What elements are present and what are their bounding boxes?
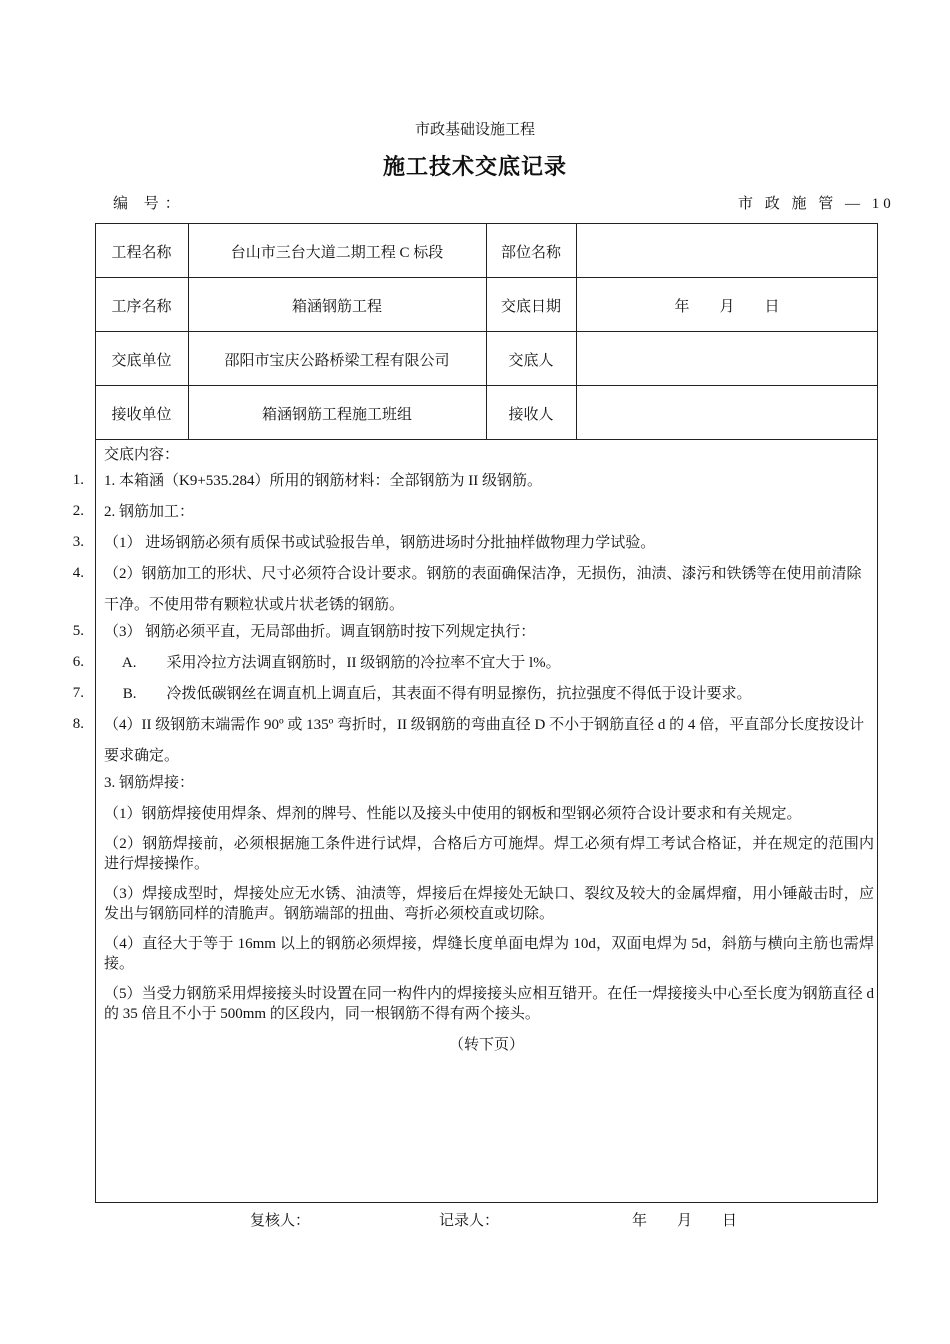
content-paragraph: （4）II 级钢筋末端需作 90º 或 135º 弯折时，II 级钢筋的弯曲直径 D 不小于钢筋直径 d 的 4 倍，平直部分长度按设计要求确定。	[104, 717, 865, 764]
discloser-label: 交底人	[508, 352, 554, 369]
section-name-label: 部位名称	[500, 244, 561, 261]
continue-note: （转下页）	[448, 1037, 524, 1053]
disclosure-date-value: 年 月 日	[674, 298, 780, 315]
project-name-label: 工程名称	[111, 244, 172, 261]
list-number: 5.	[72, 623, 84, 639]
reviewer-label: 复核人：	[250, 1213, 311, 1229]
list-number: 4.	[72, 565, 84, 581]
list-number: 8.	[72, 716, 84, 732]
footer-date: 年 月 日	[632, 1213, 738, 1229]
list-number: 2.	[72, 503, 84, 519]
content-paragraph: （5）当受力钢筋采用焊接接头时设置在同一构件内的焊接接头应相互错开。在任一焊接接头中心至长度为钢筋直径 d 的 35 倍且不小于 500mm 的区段内，同一根钢筋不得有两个接头。	[104, 986, 874, 1022]
content-paragraph: （3）焊接成型时，焊接处应无水锈、油渍等，焊接后在焊接处无缺口、裂纹及较大的金属焊瘤，用小锤敲击时，应发出与钢筋同样的清脆声。钢筋端部的扭曲、弯折必须校直或切除。	[104, 886, 874, 922]
content-line: （1）钢筋焊接使用焊条、焊剂的牌号、性能以及接头中使用的钢板和型钢必须符合设计要求和有关规定。	[104, 806, 802, 822]
process-name-label: 工序名称	[111, 298, 172, 315]
disclosing-unit-value: 邵阳市宝庆公路桥梁工程有限公司	[224, 352, 450, 369]
content-paragraph: （2）钢筋焊接前，必须根据施工条件进行试焊，合格后方可施焊。焊工必须有焊工考试合格证，并在规定的范围内进行焊接操作。	[104, 836, 874, 872]
list-number: 6.	[72, 654, 84, 670]
receiving-unit-value: 箱涵钢筋工程施工班组	[261, 406, 412, 423]
disclosing-unit-label: 交底单位	[111, 352, 172, 369]
project-name-value: 台山市三台大道二期工程 C 标段	[230, 244, 444, 261]
content-paragraph: （4）直径大于等于 16mm 以上的钢筋必须焊接，焊缝长度单面电焊为 10d，双面电焊为 5d，斜筋与横向主筋也需焊接。	[104, 936, 874, 972]
receiver-value	[576, 386, 878, 440]
process-name-value: 箱涵钢筋工程	[291, 298, 382, 315]
form-code: 市 政 施 管 — 10	[738, 196, 895, 212]
content-line: A. 采用冷拉方法调直钢筋时，II 级钢筋的冷拉率不宜大于 l%。	[104, 655, 561, 671]
content-line: （3） 钢筋必须平直，无局部曲折。调直钢筋时按下列规定执行：	[104, 624, 536, 640]
receiving-unit-label: 接收单位	[111, 406, 172, 423]
content-label: 交底内容：	[104, 447, 180, 463]
content-paragraph: （2）钢筋加工的形状、尺寸必须符合设计要求。钢筋的表面确保洁净，无损伤，油渍、漆污和铁锈等在使用前清除干净。不使用带有颗粒状或片状老锈的钢筋。	[104, 566, 862, 613]
disclosure-date-label: 交底日期	[500, 298, 561, 315]
list-number: 3.	[72, 534, 84, 550]
section-name-value	[576, 224, 878, 278]
serial-number-label: 编 号：	[113, 196, 186, 212]
content-line: 3. 钢筋焊接：	[104, 775, 195, 791]
recorder-label: 记录人：	[439, 1213, 500, 1229]
receiver-label: 接收人	[508, 406, 554, 423]
content-line: （1） 进场钢筋必须有质保书或试验报告单，钢筋进场时分批抽样做物理力学试验。	[104, 535, 656, 551]
discloser-value	[576, 332, 878, 386]
content-line: B. 冷拨低碳钢丝在调直机上调直后，其表面不得有明显擦伤，抗拉强度不得低于设计要求。	[104, 686, 752, 702]
list-number: 7.	[72, 685, 84, 701]
content-line: 1. 本箱涵（K9+535.284）所用的钢筋材料：全部钢筋为 II 级钢筋。	[104, 473, 543, 489]
document-subtitle: 市政基础设施工程	[414, 122, 535, 138]
content-line: 2. 钢筋加工：	[104, 504, 195, 520]
list-number: 1.	[72, 472, 84, 488]
document-title: 施工技术交底记录	[382, 154, 567, 179]
